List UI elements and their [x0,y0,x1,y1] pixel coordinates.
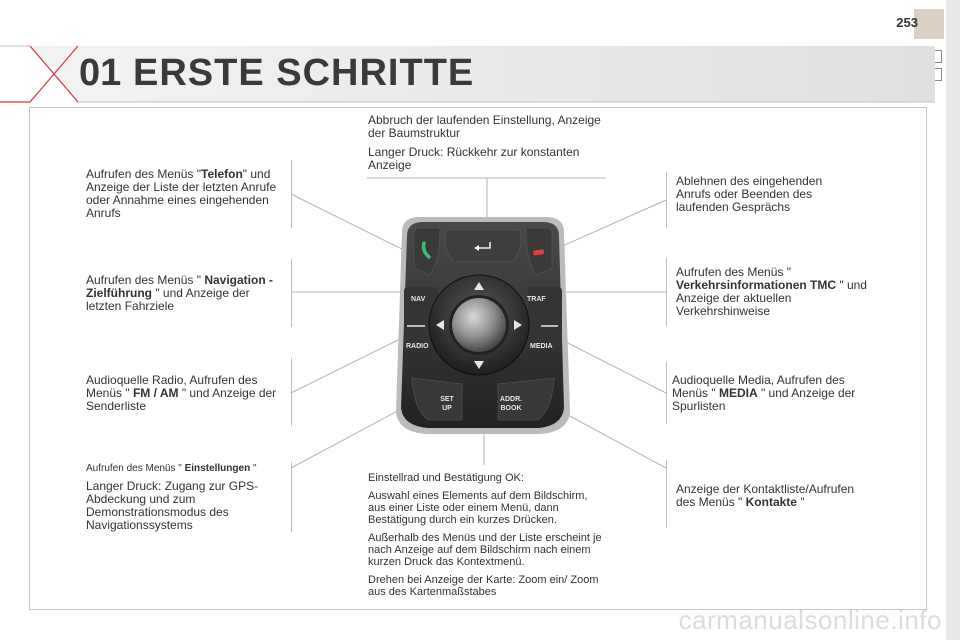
page-number: 253 [896,15,918,30]
kontakte-pre: Anzeige der Kontaktliste/Aufrufen des Menüs " [676,482,855,509]
einstellungen-bold: Einstellungen [184,463,251,474]
callout-media [672,374,872,413]
setup-line1: SET [440,396,454,403]
tmc-pre: Aufrufen des Menüs " [676,265,791,279]
callout-ablehnen [676,175,856,214]
einstellrad-p4: Drehen bei Anzeige der Karte: Zoom ein/ Zoom aus des Kartenmaßstabes [368,574,599,598]
einstellrad-p2: Auswahl eines Elements auf dem Bildschirm, aus einer Liste oder einem Menü, dann Bestätigung durch ein kurzes Drücken. [368,490,588,526]
setup-button-label[interactable] [434,395,460,413]
setup-line2: UP [442,405,452,412]
callout-kontakte [676,483,876,509]
radio-post: " und Anzeige der Senderliste [86,386,277,413]
einstellrad-p1: Einstellrad und Bestätigung OK: [368,472,524,484]
callout-einstellrad [368,472,608,604]
abbruch-text: Abbruch der laufenden Einstellung, Anzeige der Baumstruktur [368,113,601,140]
radio-bold: FM / AM [132,386,179,400]
addr-line2: BOOK [500,405,522,412]
nav-button-label[interactable]: NAV [411,296,426,303]
tmc-post: " und Anzeige der aktuellen Verkehrshinweise [676,278,867,318]
abbruch-longpress: Langer Druck: Rückkehr zur konstanten Anzeige [368,145,580,172]
callout-navigation [86,274,282,313]
einstellungen-pre: Aufrufen des Menüs " [86,463,185,474]
callout-abbruch [368,114,608,178]
navigation-pre: Aufrufen des Menüs " [86,273,205,287]
ablehnen-text: Ablehnen des eingehenden Anrufs oder Beenden des laufenden Gesprächs [676,174,823,214]
media-button-label[interactable]: MEDIA [530,343,553,350]
chapter-title: ERSTE SCHRITTE [133,52,475,94]
navigation-bold: Navigation - Zielführung [86,273,273,300]
telefon-bold: Telefon [201,167,243,181]
kontakte-bold: Kontakte [745,495,797,509]
tmc-bold: Verkehrsinformationen TMC [676,278,837,292]
radio-button-label[interactable]: RADIO [406,343,429,350]
watermark: carmanualsonline.info [678,605,942,635]
media-bold: MEDIA [718,386,758,400]
callout-radio [86,374,282,413]
media-pre: Audioquelle Media, Aufrufen des Menüs " [672,373,845,400]
addr-line1: ADDR. [499,396,523,403]
einstellrad-p3: Außerhalb des Menüs und der Liste erscheint je nach Anzeige auf dem Bildschirm nach einem kurzen Druck das Kontextmenü. [368,532,602,568]
navigation-post: " und Anzeige der letzten Fahrziele [86,286,250,313]
telefon-pre: Aufrufen des Menüs " [86,167,201,181]
einstellungen-longpress: Langer Druck: Zugang zur GPS-Abdeckung und zum Demonstrationsmodus des Navigationssystems [86,479,259,532]
back-button [445,230,521,262]
kontakte-post: " [796,495,805,509]
callout-einstellungen [86,462,286,538]
callout-tmc [676,266,876,318]
addressbook-button-label[interactable] [496,395,526,413]
control-knob [452,298,506,352]
radio-pre: Audioquelle Radio, Aufrufen des Menüs " [86,373,258,400]
einstellungen-post: " [250,463,257,474]
telefon-post: " und Anzeige der Liste der letzten Anrufe oder Annahme eines eingehenden Anrufs [86,167,277,220]
traffic-button-label[interactable]: TRAF [527,296,546,303]
chapter-number: 01 [79,52,122,94]
media-post: " und Anzeige der Spurlisten [672,386,856,413]
callout-telefon [86,168,282,220]
